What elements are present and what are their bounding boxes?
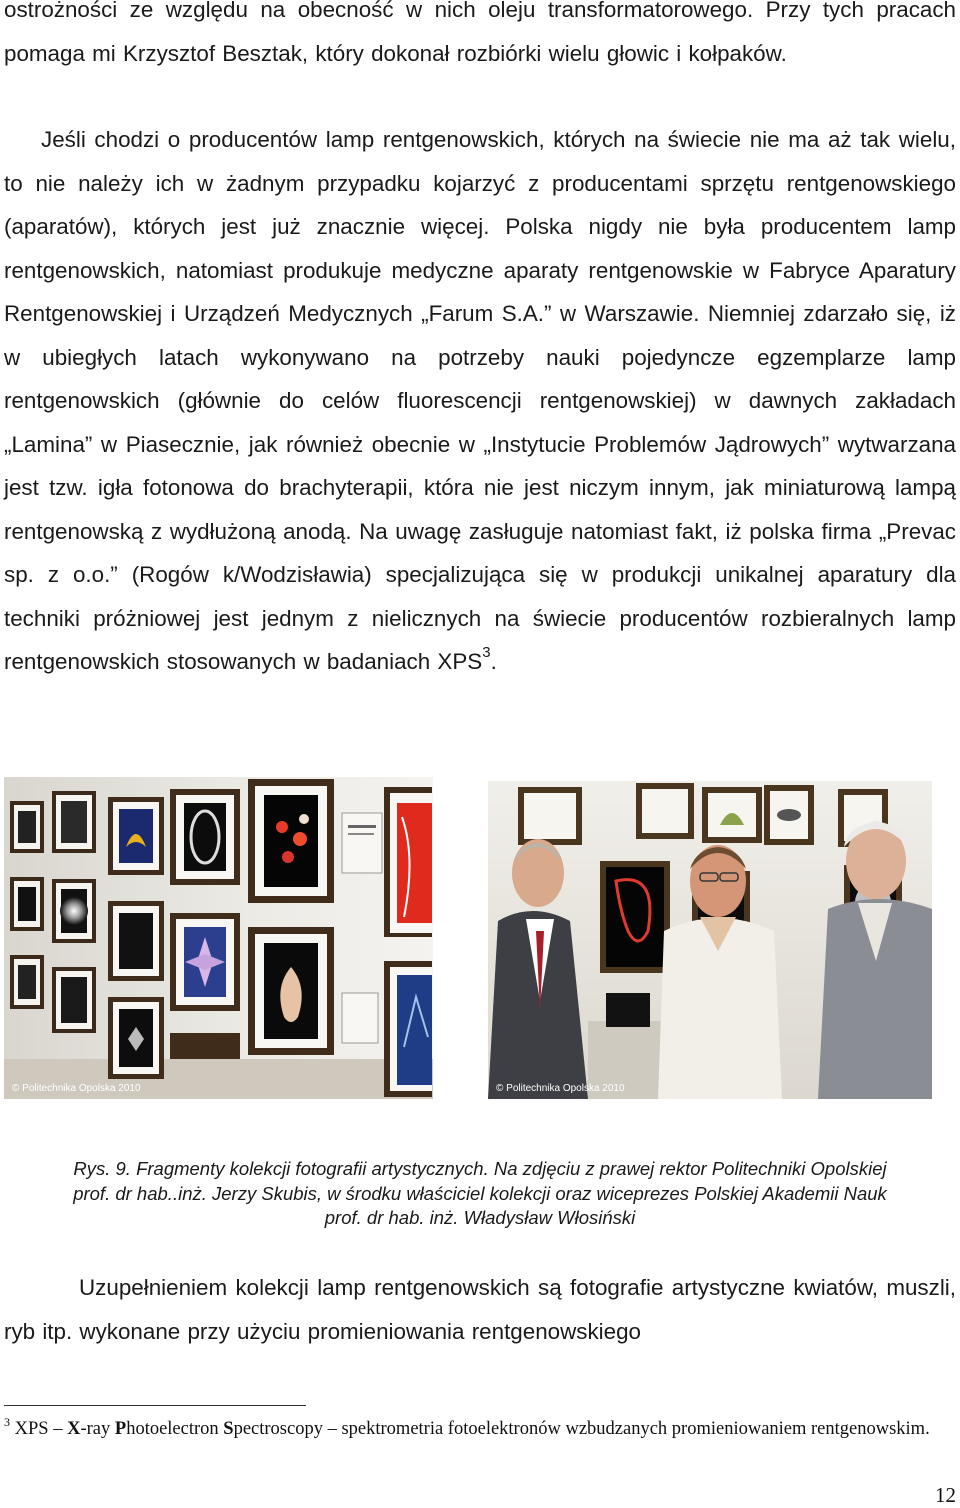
footnote-term-x: X	[67, 1419, 81, 1439]
photo-collection-wall	[4, 777, 433, 1099]
footnote-rest: – spektrometria fotoelektronów wzbudzanych promieniowaniem rentgenowskim.	[322, 1419, 930, 1439]
footnote-dash: –	[48, 1419, 68, 1439]
photo-right-watermark: © Politechnika Opolska 2010	[496, 1083, 625, 1094]
paragraph-2-text: Jeśli chodzi o producentów lamp rentgenowskich, których na świecie nie ma aż tak wielu, to nie należy ich w żadnym przypadku kojarzyć z producentami sprzętu rentgenowskiego (aparatów), których jest już znacznie więcej. Polska nigdy nie była producentem lamp rentgenowskich, natomiast produkuje medyczne aparaty rentgenowskie w Fabryce Aparatury Rentgenowskiej i Urządzeń Medycznych „Farum S.A.” w Warszawie. Niemniej zdarzało się, iż w ubiegłych latach wykonywano na potrzeby nauki pojedyncze egzemplarze lamp rentgenowskich (głównie do celów fluorescencji rentgenowskiej) w dawnych zakładach „Lamina” w Piasecznie, jak również obecnie w „Instytucie Problemów Jądrowych” wytwarzana jest tzw. igła fotonowa do brachyterapii, która nie jest niczym innym, jak miniaturową lampą rentgenowską z wydłużoną anodą. Na uwagę zasługuje natomiast fakt, iż polska firma „Prevac sp. z o.o.” (Rogów k/Wodzisławia) specjalizująca się w produkcji unikalnej aparatury dla techniki próżniowej jest jednym z nielicznych na świecie producentów rozbieralnych lamp rentgenowskich stosowanych w badaniach XPS	[4, 127, 956, 674]
caption-line-2: prof. dr hab..inż. Jerzy Skubis, w środku właściciel kolekcji oraz wiceprezes Polskiej Akademii Nauk	[73, 1182, 887, 1204]
footnote-term-x-rest: -ray	[80, 1419, 115, 1439]
caption-line-3: prof. dr hab. inż. Władysław Włosiński	[324, 1207, 636, 1228]
footnote-reference[interactable]: 3	[482, 644, 491, 661]
paragraph-1: ostrożności ze względu na obecność w nich oleju transformatorowego. Przy tych pracach pomaga mi Krzysztof Besztak, który dokonał rozbiórki wielu głowic i kołpaków.	[4, 0, 956, 66]
footnote-abbr: XPS	[14, 1419, 49, 1439]
footnote-term-s: S	[223, 1419, 234, 1439]
caption-line-1: Rys. 9. Fragmenty kolekcji fotografii artystycznych. Na zdjęciu z prawej rektor Politechniki Opolskiej	[73, 1158, 887, 1179]
photo-left-watermark: © Politechnika Opolska 2010	[12, 1083, 141, 1094]
paragraph-3: Uzupełnieniem kolekcji lamp rentgenowskich są fotografie artystyczne kwiatów, muszli, ryb itp. wykonane przy użyciu promieniowania rentgenowskiego	[4, 1275, 956, 1344]
page-number: 12	[935, 1483, 956, 1507]
paragraph-2	[4, 118, 956, 684]
footnote-term-p-rest: hotoelectron	[126, 1419, 224, 1439]
photo-collection-wall-illustration	[4, 777, 433, 1099]
footnote-number: 3	[4, 1415, 10, 1429]
photo-three-men-illustration	[488, 781, 932, 1099]
paragraph-2-end: .	[490, 649, 497, 674]
footnote-term-p: P	[114, 1419, 127, 1439]
footnote-divider	[4, 1405, 306, 1406]
footnote	[4, 1417, 954, 1442]
photo-three-men-gallery	[488, 781, 932, 1099]
footnote-term-s-rest: pectroscopy	[233, 1419, 323, 1439]
figure-caption	[8, 1157, 952, 1231]
